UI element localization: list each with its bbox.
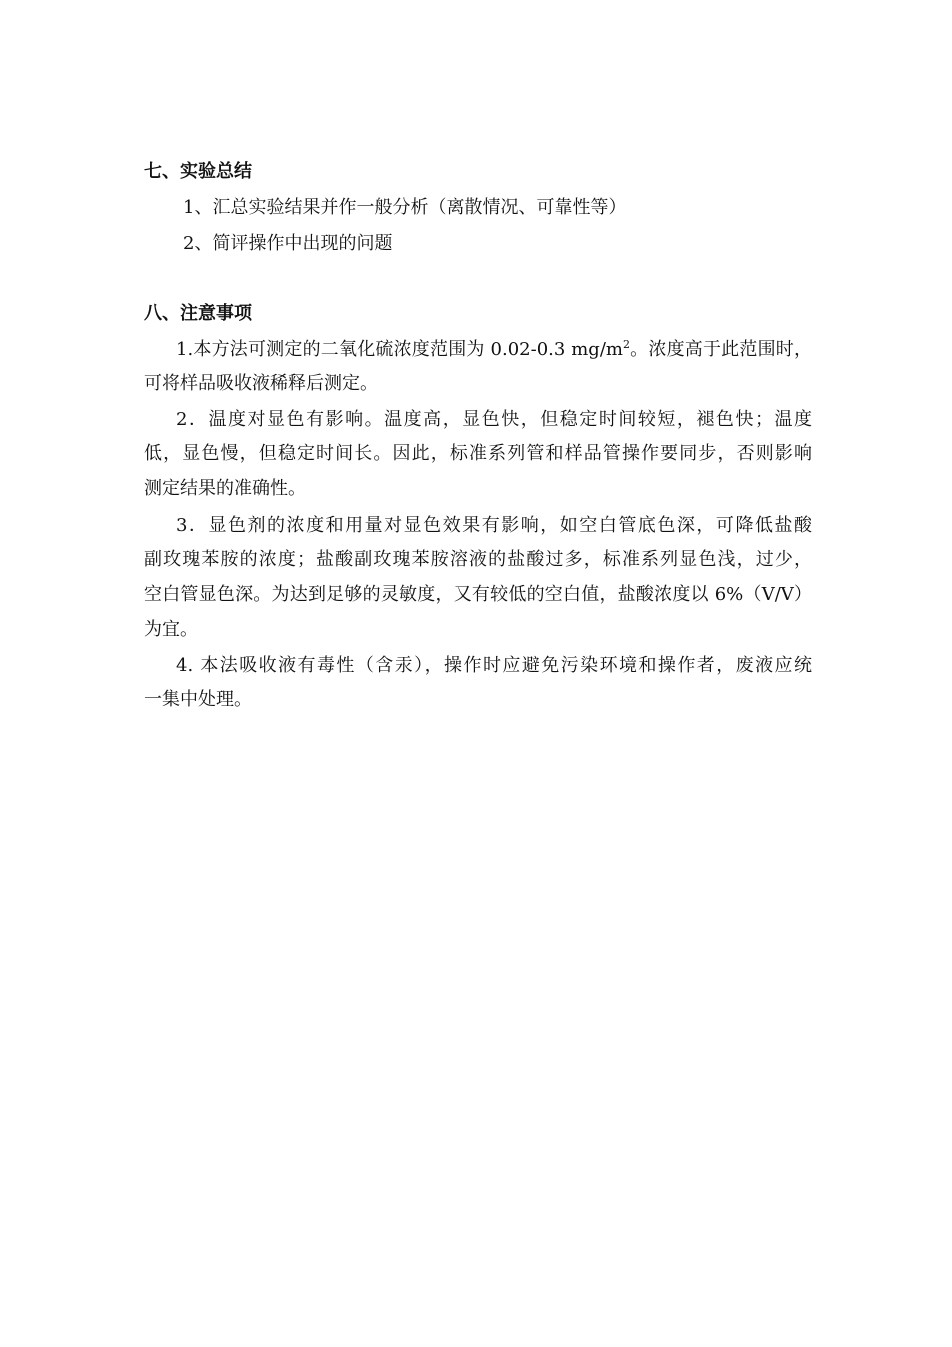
note-3-line-3: 空白管显色深。为达到足够的灵敏度，又有较低的空白值，盐酸浓度以 6%（V/V） [144, 584, 812, 605]
note-4-line-2: 一集中处理。 [144, 689, 252, 710]
note-3-line-2: 副玫瑰苯胺的浓度；盐酸副玫瑰苯胺溶液的盐酸过多，标准系列显色浅，过少， [144, 549, 812, 570]
note-1-line-2: 可将样品吸收液稀释后测定。 [144, 373, 378, 394]
note-1-text-b: 。浓度高于此范围时， [629, 339, 812, 360]
note-3-line-1: 3．显色剂的浓度和用量对显色效果有影响，如空白管底色深，可降低盐酸 [176, 515, 812, 536]
note-2-line-3: 测定结果的准确性。 [144, 478, 306, 499]
note-3-line-4: 为宜。 [144, 619, 198, 640]
section-7-heading: 七、实验总结 [144, 161, 252, 182]
note-4-line-1: 4. 本法吸收液有毒性（含汞），操作时应避免污染环境和操作者，废液应统 [176, 655, 812, 676]
note-2-line-1: 2．温度对显色有影响。温度高，显色快，但稳定时间较短，褪色快；温度 [176, 409, 812, 430]
note-1-superscript: 2 [622, 338, 630, 351]
note-2-line-2: 低，显色慢，但稳定时间长。因此，标准系列管和样品管操作要同步，否则影响 [144, 443, 812, 464]
note-1-text-a: 1.本方法可测定的二氧化硫浓度范围为 0.02-0.3 mg/m [176, 339, 623, 360]
section-7-item-2: 2、简评操作中出现的问题 [183, 233, 393, 254]
section-8-heading: 八、注意事项 [144, 303, 252, 324]
note-1-line-1 [176, 338, 812, 362]
section-7-item-1: 1、汇总实验结果并作一般分析（离散情况、可靠性等） [183, 197, 627, 218]
